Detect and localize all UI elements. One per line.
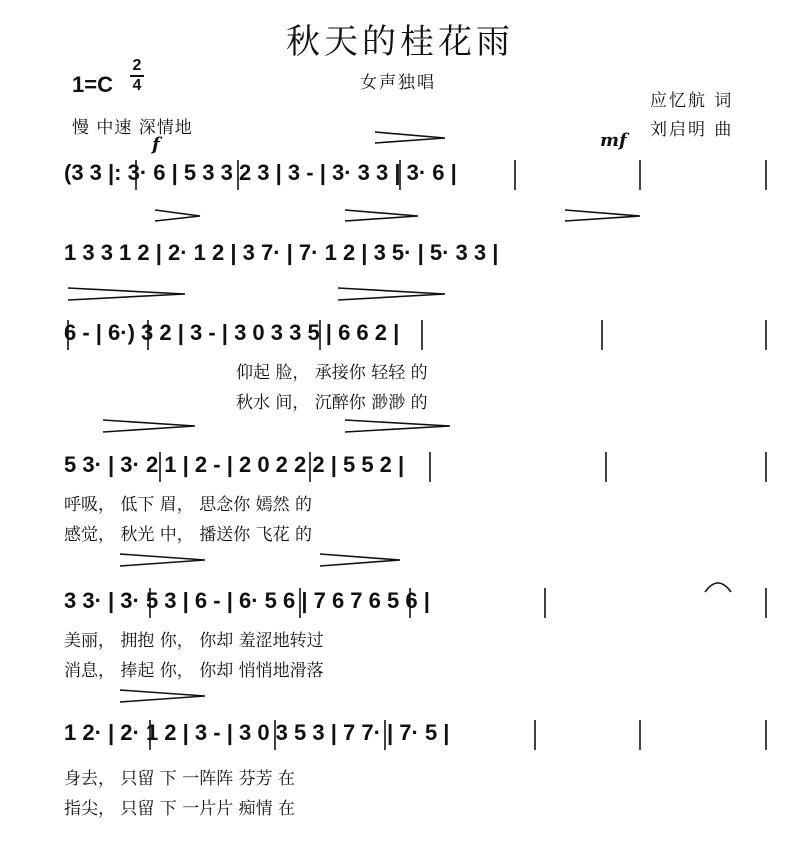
hairpin-decrescendo: [103, 420, 195, 432]
dynamic-forte: f: [152, 134, 160, 155]
lyrics-verse1-line5: 美丽， 拥抱 你， 你却 羞涩地转过: [64, 631, 324, 651]
hairpin-decrescendo: [345, 420, 450, 432]
song-title: 秋天的桂花雨: [286, 22, 514, 62]
score-line-3: 6 - | 6·) 3 2 | 3 - | 3 0 3 3 5 | 6 6 2 |: [64, 320, 400, 345]
hairpin-decrescendo: [68, 288, 185, 300]
tempo-marking: 慢 中速 深情地: [72, 118, 193, 138]
hairpin-decrescendo: [375, 132, 445, 143]
hairpin-decrescendo: [565, 210, 640, 221]
lyrics-verse2-line4: 感觉， 秋光 中， 播送你 飞花 的: [64, 525, 313, 545]
dynamic-mezzo-forte: mf: [600, 130, 627, 151]
time-signature-top: 2: [132, 57, 142, 74]
score-line-2: 1 3 3 1 2 | 2· 1 2 | 3 7· | 7· 1 2 | 3 5· | 5· 3 3 |: [64, 240, 499, 265]
score-line-6: 1 2· | 2· 1 2 | 3 - | 3 0 3 5 3 | 7 7· | 7· 5 |: [64, 720, 450, 745]
lyrics-verse1-line3: 仰起 脸， 承接你 轻轻 的: [236, 363, 428, 383]
hairpin-decrescendo: [155, 210, 200, 221]
time-signature-bottom: 4: [132, 77, 142, 94]
lyrics-verse1-line6: 身去， 只留 下 一阵阵 芬芳 在: [64, 769, 296, 789]
hairpin-decrescendo: [320, 554, 400, 566]
lyrics-verse2-line6: 指尖， 只留 下 一片片 痴情 在: [64, 799, 296, 819]
hairpin-decrescendo: [338, 288, 445, 300]
score-line-1: (3 3 |: 3· 6 | 5 3 3 2 3 | 3 - | 3· 3 3 | 3· 6 |: [64, 160, 457, 185]
performance-type: 女声独唱: [360, 73, 436, 93]
lyrics-verse1-line4: 呼吸， 低下 眉， 思念你 嫣然 的: [64, 495, 313, 515]
lyrics-verse2-line5: 消息， 捧起 你， 你却 悄悄地滑落: [64, 661, 324, 681]
score-line-4: 5 3· | 3· 2 1 | 2 - | 2 0 2 2 2 | 5 5 2 |: [64, 452, 405, 477]
hairpin-decrescendo: [345, 210, 418, 221]
lyricist-credit: 应忆航 词: [650, 91, 734, 111]
fermata-arc: [705, 583, 731, 592]
hairpin-decrescendo: [120, 690, 205, 702]
key-signature: 1=C: [72, 72, 113, 97]
composer-credit: 刘启明 曲: [650, 120, 734, 140]
score-line-5: 3 3· | 3· 5 3 | 6 - | 6· 5 6 | 7 6 7 6 5 6 |: [64, 588, 430, 613]
lyrics-verse2-line3: 秋水 间， 沉醉你 渺渺 的: [236, 393, 428, 413]
hairpin-decrescendo: [120, 554, 205, 566]
